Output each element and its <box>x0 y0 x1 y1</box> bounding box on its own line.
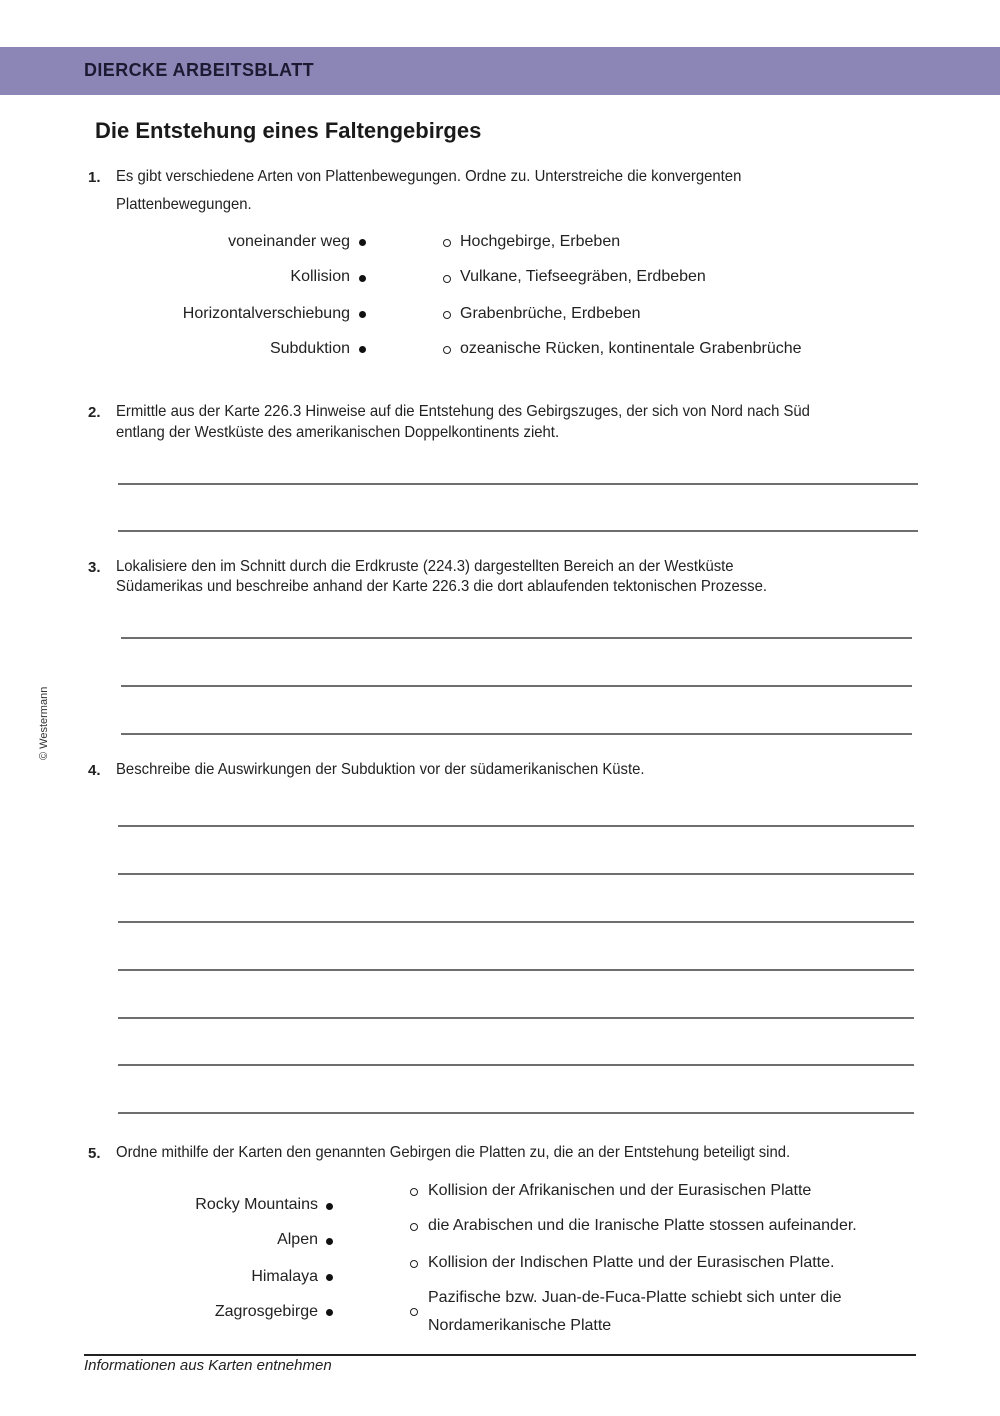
task-3-prompt-line-2: Südamerikas und beschreibe anhand der Karte 226.3 die dort ablaufenden tektonischen Prozesse. <box>116 578 768 595</box>
task-1-right-item: Grabenbrüche, Erdbeben <box>460 305 641 322</box>
task-5-prompt-line-1: Ordne mithilfe der Karten den genannten Gebirgen die Platten zu, die an der Entstehung beteiligt sind. <box>116 1144 791 1161</box>
task-1-right-item: Hochgebirge, Erbeben <box>460 233 621 250</box>
task-1-left-anchor-dot[interactable] <box>359 311 366 318</box>
task-1-prompt-line-2: Plattenbewegungen. <box>116 196 252 213</box>
page-title: Die Entstehung eines Faltengebirges <box>95 118 482 143</box>
task-2-prompt-line-2: entlang der Westküste des amerikanischen Doppelkontinents zieht. <box>116 424 560 441</box>
task-3-answer-line[interactable] <box>121 733 912 735</box>
task-4-answer-line[interactable] <box>118 825 914 827</box>
task-5-left-anchor-dot[interactable] <box>326 1274 333 1281</box>
task-5-left-item: Himalaya <box>251 1268 318 1285</box>
task-3-answer-line[interactable] <box>121 637 912 639</box>
task-1-left-anchor-dot[interactable] <box>359 239 366 246</box>
task-5-right-anchor-circle[interactable] <box>410 1223 418 1231</box>
task-5-left-anchor-dot[interactable] <box>326 1203 333 1210</box>
task-2-number: 2. <box>88 404 101 421</box>
task-5-left-item: Rocky Mountains <box>195 1196 318 1213</box>
task-4-answer-line[interactable] <box>118 969 914 971</box>
task-2-prompt-line-1: Ermittle aus der Karte 226.3 Hinweise auf die Entstehung des Gebirgszuges, der sich von Nord nach Süd <box>116 403 810 420</box>
task-1-left-item: voneinander weg <box>228 233 350 250</box>
task-2-answer-line[interactable] <box>118 483 918 485</box>
task-1-right-anchor-circle[interactable] <box>443 239 451 247</box>
task-1-prompt-line-1: Es gibt verschiedene Arten von Plattenbewegungen. Ordne zu. Unterstreiche die konvergenten <box>116 168 742 185</box>
task-1-right-anchor-circle[interactable] <box>443 275 451 283</box>
copyright-note: © Westermann <box>38 686 50 760</box>
task-3-answer-line[interactable] <box>121 685 912 687</box>
task-1-number: 1. <box>88 169 101 186</box>
task-4-prompt-line-1: Beschreibe die Auswirkungen der Subduktion vor der südamerikanischen Küste. <box>116 761 645 778</box>
task-4-answer-line[interactable] <box>118 1064 914 1066</box>
task-5-right-anchor-circle[interactable] <box>410 1188 418 1196</box>
task-4-answer-line[interactable] <box>118 921 914 923</box>
task-1-right-anchor-circle[interactable] <box>443 311 451 319</box>
task-3-number: 3. <box>88 559 101 576</box>
task-5-left-anchor-dot[interactable] <box>326 1238 333 1245</box>
footer-label: Informationen aus Karten entnehmen <box>84 1357 332 1374</box>
task-5-number: 5. <box>88 1145 101 1162</box>
task-3-prompt-line-1: Lokalisiere den im Schnitt durch die Erdkruste (224.3) dargestellten Bereich an der Westküste <box>116 558 734 575</box>
task-5-right-item: Pazifische bzw. Juan-de-Fuca-Platte schiebt sich unter die <box>428 1289 842 1306</box>
task-4-answer-line[interactable] <box>118 873 914 875</box>
task-1-left-anchor-dot[interactable] <box>359 346 366 353</box>
task-1-right-item: Vulkane, Tiefseegräben, Erdbeben <box>460 268 706 285</box>
task-5-right-item: Kollision der Afrikanischen und der Eurasischen Platte <box>428 1182 812 1199</box>
task-5-left-item: Zagrosgebirge <box>214 1303 318 1320</box>
task-4-answer-line[interactable] <box>118 1112 914 1114</box>
task-1-left-anchor-dot[interactable] <box>359 275 366 282</box>
footer-divider <box>84 1354 916 1356</box>
task-1-left-item: Horizontalverschiebung <box>182 305 350 322</box>
task-5-right-item-continuation: Nordamerikanische Platte <box>428 1317 612 1334</box>
header-label: DIERCKE ARBEITSBLATT <box>84 60 314 80</box>
task-5-right-anchor-circle[interactable] <box>410 1260 418 1268</box>
task-1-right-anchor-circle[interactable] <box>443 346 451 354</box>
task-1-left-item: Subduktion <box>269 340 350 357</box>
task-2-answer-line[interactable] <box>118 530 918 532</box>
task-4-answer-line[interactable] <box>118 1017 914 1019</box>
task-5-left-anchor-dot[interactable] <box>326 1309 333 1316</box>
task-5-left-item: Alpen <box>277 1231 318 1248</box>
task-1-right-item: ozeanische Rücken, kontinentale Grabenbrüche <box>460 340 802 357</box>
task-5-right-item: Kollision der Indischen Platte und der Eurasischen Platte. <box>428 1254 835 1271</box>
task-1-left-item: Kollision <box>290 268 350 285</box>
task-5-right-item: die Arabischen und die Iranische Platte stossen aufeinander. <box>428 1217 857 1234</box>
task-5-right-anchor-circle[interactable] <box>410 1308 418 1316</box>
task-4-number: 4. <box>88 762 101 779</box>
